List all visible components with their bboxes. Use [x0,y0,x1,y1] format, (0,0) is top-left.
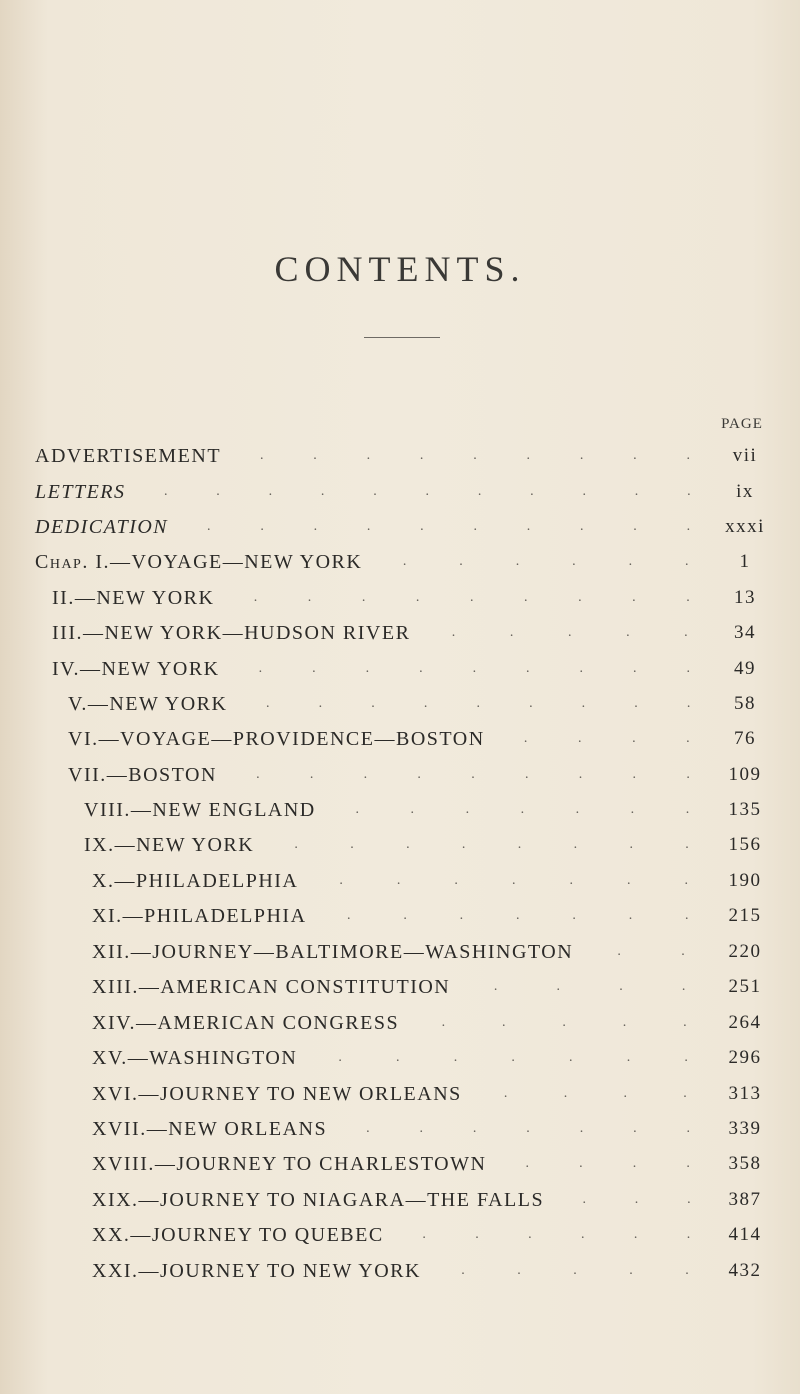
toc-entry-page: 135 [728,799,762,820]
dot-leaders [398,1220,715,1250]
leader-dot: . [523,731,528,746]
leader-dot: . [526,1121,530,1136]
leader-dot: . [461,837,466,852]
leader-dot: . [396,873,401,888]
leader-dot: . [423,696,428,711]
leader-dot: . [406,837,410,852]
toc-entry-page: 264 [728,1012,762,1033]
leader-dot: . [415,590,420,605]
leader-dot: . [563,1086,568,1101]
toc-entry-label [92,1008,399,1038]
leader-dot: . [163,484,168,499]
toc-entry-label [92,1079,462,1109]
leader-dot: . [686,519,691,534]
leader-dot: . [684,873,688,888]
leader-dot: . [634,696,638,711]
chapter-title: VII.—BOSTON [68,764,217,786]
leader-dot: . [366,519,371,534]
toc-entry [0,1114,800,1144]
leader-dot: . [578,590,582,605]
leader-dot: . [366,448,371,463]
leader-dot: . [339,873,343,888]
leader-dot: . [524,767,529,782]
leader-dot: . [629,1263,633,1278]
leader-dot: . [419,1121,423,1136]
dot-leaders [311,1043,715,1073]
toc-entry-page: 296 [728,1047,762,1068]
leader-dot: . [451,625,456,640]
leader-dot: . [454,873,458,888]
toc-entry-page: 13 [734,587,756,608]
toc-entry-page: 358 [728,1153,762,1174]
leader-dot: . [459,908,464,923]
toc-entry [0,1043,800,1073]
leader-dot: . [473,448,477,463]
toc-entry-page: 215 [728,905,762,926]
leader-dot: . [686,590,690,605]
toc-entry-page: ix [736,481,754,502]
leader-dot: . [350,837,354,852]
dot-leaders [241,689,715,719]
leader-dot: . [632,1156,637,1171]
chapter-title: XVIII.—JOURNEY TO CHARLESTOWN [92,1153,487,1175]
leader-dot: . [683,1086,687,1101]
toc-entry [0,547,800,577]
leader-dot: . [309,767,314,782]
leader-dot: . [524,590,528,605]
leader-dot: . [258,661,263,676]
toc-entry-label [92,866,298,896]
leader-dot: . [366,1121,370,1136]
leader-dot: . [683,1015,687,1030]
chapter-title: VIII.—NEW ENGLAND [84,799,316,821]
leader-dot: . [403,908,407,923]
toc-entry-page: 49 [734,658,756,679]
leader-dot: . [268,484,273,499]
leader-dot: . [567,625,572,640]
leader-dot: . [256,767,260,782]
leader-dot: . [363,767,368,782]
toc-entry [0,477,800,507]
chapter-title: XII.—JOURNEY—BALTIMORE—WASHINGTON [92,941,574,963]
chapter-title: II.—NEW YORK [52,587,215,609]
toc-entry [0,618,800,648]
chapter-title: ADVERTISEMENT [35,445,222,467]
chapter-title: DEDICATION [35,516,169,538]
leader-dot: . [453,1050,458,1065]
leader-dot: . [417,767,421,782]
leader-dot: . [501,1015,506,1030]
leader-dot: . [579,448,584,463]
toc-entry-label [84,795,316,825]
leader-dot: . [361,590,366,605]
leader-dot: . [517,837,522,852]
leader-dot: . [686,767,690,782]
toc-entry [0,1256,800,1286]
page-column-label: PAGE [721,416,763,432]
title-rule [364,337,440,338]
toc-entry [0,760,800,790]
toc-entry-label [92,937,573,967]
leader-dot: . [687,1192,691,1207]
toc-entry-page: 58 [734,693,756,714]
leader-dot: . [685,908,689,923]
toc-entry-page: 1 [739,551,751,572]
leader-dot: . [493,979,498,994]
leader-dot: . [516,908,520,923]
leader-dot: . [511,873,516,888]
dot-leaders [234,654,715,684]
leader-dot: . [477,484,482,499]
leader-dot: . [617,944,621,959]
leader-dot: . [253,590,258,605]
chapter-title: I.—VOYAGE—NEW YORK [95,551,363,573]
dot-leaders [140,477,715,507]
dot-leaders [312,866,715,896]
leader-dot: . [425,484,429,499]
dot-leaders [476,1079,715,1109]
leader-dot: . [685,554,689,569]
leader-dot: . [520,802,525,817]
leader-dot: . [320,484,325,499]
leader-dot: . [572,908,576,923]
chapter-title: XVI.—JOURNEY TO NEW ORLEANS [92,1083,462,1105]
leader-dot: . [313,519,318,534]
leader-dot: . [396,1050,400,1065]
toc-entry [0,583,800,613]
chapter-title: XI.—PHILADELPHIA [92,905,307,927]
chapter-title: VI.—VOYAGE—PROVIDENCE—BOSTON [68,728,485,750]
toc-entry-label [84,830,254,860]
dot-leaders [235,441,715,471]
leader-dot: . [634,484,639,499]
leader-dot: . [469,590,474,605]
leader-dot: . [582,484,586,499]
toc-entry [0,724,800,754]
leader-dot: . [475,1227,479,1242]
toc-entry-page: 432 [728,1260,762,1281]
leader-dot: . [207,519,211,534]
leader-dot: . [441,1015,446,1030]
leader-dot: . [419,661,423,676]
leader-dot: . [580,519,584,534]
toc-entry-page: 109 [728,764,762,785]
leader-dot: . [686,661,690,676]
toc-entry-page: 190 [728,870,762,891]
dot-leaders [341,1114,715,1144]
toc-entry [0,866,800,896]
leader-dot: . [472,661,477,676]
toc-entry [0,1079,800,1109]
dot-leaders [330,795,715,825]
leader-dot: . [525,1156,529,1171]
dot-leaders [587,937,715,967]
leader-dot: . [346,908,351,923]
leader-dot: . [686,696,691,711]
toc-entry-page: 414 [728,1224,762,1245]
toc-entry-label [35,477,126,507]
toc-entry [0,795,800,825]
leader-dot: . [517,1263,521,1278]
toc-entry-label [92,1043,297,1073]
dot-leaders [413,1008,715,1038]
leader-dot: . [581,1227,585,1242]
toc-entry [0,512,800,542]
toc-entry-page: 251 [728,976,762,997]
leader-dot: . [530,484,534,499]
toc-entry-label [92,972,450,1002]
leader-dot: . [626,873,631,888]
leader-dot: . [687,484,691,499]
toc-entry-label [92,1185,544,1215]
leader-dot: . [684,625,688,640]
toc-entry-page: 34 [734,622,756,643]
toc-entry-page: vii [732,445,758,466]
leader-dot: . [402,554,407,569]
toc-entry [0,689,800,719]
toc-entry-page: 339 [728,1118,762,1139]
leader-dot: . [633,448,637,463]
leader-dot: . [573,1263,577,1278]
leader-dot: . [307,590,312,605]
leader-dot: . [422,1227,426,1242]
leader-dot: . [473,519,477,534]
toc-entry-label [92,1256,421,1286]
toc-entry-label [68,724,485,754]
leader-dot: . [459,554,463,569]
toc-entry-page: 76 [734,728,756,749]
leader-dot: . [633,1121,637,1136]
leader-dot: . [503,1086,508,1101]
dot-leaders [558,1185,715,1215]
chapter-title: XIX.—JOURNEY TO NIAGARA—THE FALLS [92,1189,545,1211]
chapter-title: X.—PHILADELPHIA [92,870,299,892]
dot-leaders [424,618,715,648]
toc-entry-page: 220 [728,941,762,962]
leader-dot: . [686,1121,690,1136]
toc-entry [0,901,800,931]
toc-entry-label [35,512,168,542]
leader-dot: . [633,661,637,676]
toc-entry [0,937,800,967]
leader-dot: . [681,979,686,994]
leader-dot: . [684,1050,688,1065]
dot-leaders [321,901,715,931]
leader-dot: . [526,448,531,463]
toc-entry [0,654,800,684]
leader-dot: . [318,696,323,711]
leader-dot: . [686,1227,691,1242]
leader-dot: . [622,1015,627,1030]
leader-dot: . [312,661,316,676]
toc-entry-label [68,689,227,719]
leader-dot: . [528,1227,532,1242]
toc-entry [0,441,800,471]
toc-entry [0,972,800,1002]
leader-dot: . [365,661,370,676]
leader-dot: . [630,802,635,817]
leader-dot: . [569,1050,573,1065]
leader-dot: . [626,625,630,640]
leader-dot: . [578,731,582,746]
dot-leaders [228,583,715,613]
leader-dot: . [573,837,578,852]
leader-dot: . [581,696,586,711]
toc-entry-label [92,1220,384,1250]
leader-dot: . [626,1050,631,1065]
leader-dot: . [313,448,317,463]
leader-dot: . [634,1192,639,1207]
leader-dot: . [685,802,690,817]
leader-dot: . [623,1086,627,1101]
toc-entry-page: xxxi [725,516,765,537]
chapter-title: XIV.—AMERICAN CONGRESS [92,1012,400,1034]
leader-dot: . [628,908,633,923]
leader-dot: . [632,731,636,746]
leader-dot: . [572,554,576,569]
leader-dot: . [294,837,298,852]
toc-entry [0,1185,800,1215]
page-title: CONTENTS. [274,249,526,289]
leader-dot: . [685,1263,689,1278]
leader-dot: . [461,1263,465,1278]
leader-dot: . [529,696,533,711]
leader-dot: . [471,767,475,782]
chapter-prefix: Chap. [35,551,96,573]
toc-entry-label [52,654,220,684]
chapter-title: XIII.—AMERICAN CONSTITUTION [92,976,451,998]
leader-dot: . [355,802,360,817]
leader-dot: . [685,837,689,852]
toc-entry-page: 156 [728,834,762,855]
leader-dot: . [556,979,561,994]
dot-leaders [268,830,715,860]
dot-leaders [500,1149,715,1179]
toc-entry-label [52,583,214,613]
leader-dot: . [338,1050,342,1065]
toc-entry-label [68,760,217,790]
chapter-title: XX.—JOURNEY TO QUEBEC [92,1224,384,1246]
leader-dot: . [476,696,480,711]
toc-entry-label [92,1149,486,1179]
leader-dot: . [629,837,633,852]
leader-dot: . [633,1227,638,1242]
leader-dot: . [579,661,584,676]
leader-dot: . [686,1156,690,1171]
leader-dot: . [632,767,637,782]
chapter-title: XXI.—JOURNEY TO NEW YORK [92,1260,421,1282]
toc-entry [0,1008,800,1038]
leader-dot: . [578,767,583,782]
toc-entry-label [35,441,221,471]
dot-leaders [182,512,715,542]
leader-dot: . [526,519,531,534]
leader-dot: . [686,731,690,746]
toc-entry-label [52,618,410,648]
leader-dot: . [686,448,690,463]
leader-dot: . [619,979,623,994]
leader-dot: . [633,519,637,534]
leader-dot: . [465,802,470,817]
toc-entry [0,1149,800,1179]
chapter-title: IX.—NEW YORK [84,834,255,856]
leader-dot: . [509,625,514,640]
leader-dot: . [582,1192,586,1207]
dot-leaders [464,972,715,1002]
leader-dot: . [569,873,573,888]
toc-entry-label [35,547,362,577]
leader-dot: . [260,519,264,534]
leader-dot: . [681,944,685,959]
chapter-title: XVII.—NEW ORLEANS [92,1118,328,1140]
leader-dot: . [575,802,580,817]
dot-leaders [376,547,715,577]
leader-dot: . [579,1156,583,1171]
dot-leaders [231,760,715,790]
toc-entry-label [92,1114,327,1144]
leader-dot: . [420,519,424,534]
leader-dot: . [579,1121,584,1136]
toc-entry-page: 313 [728,1083,762,1104]
leader-dot: . [472,1121,477,1136]
dot-leaders [435,1256,715,1286]
toc-entry-page: 387 [728,1189,762,1210]
leader-dot: . [216,484,220,499]
leader-dot: . [410,802,415,817]
leader-dot: . [628,554,633,569]
dot-leaders [499,724,715,754]
leader-dot: . [259,448,264,463]
leader-dot: . [371,696,375,711]
leader-dot: . [632,590,636,605]
leader-dot: . [373,484,377,499]
chapter-title: LETTERS [35,481,126,503]
chapter-title: IV.—NEW YORK [52,658,220,680]
chapter-title: XV.—WASHINGTON [92,1047,298,1069]
leader-dot: . [562,1015,566,1030]
chapter-title: III.—NEW YORK—HUDSON RIVER [52,622,411,644]
leader-dot: . [515,554,520,569]
leader-dot: . [526,661,530,676]
toc-entry [0,1220,800,1250]
chapter-title: V.—NEW YORK [68,693,228,715]
leader-dot: . [266,696,270,711]
leader-dot: . [511,1050,515,1065]
toc-entry-label [92,901,307,931]
leader-dot: . [419,448,424,463]
toc-entry [0,830,800,860]
